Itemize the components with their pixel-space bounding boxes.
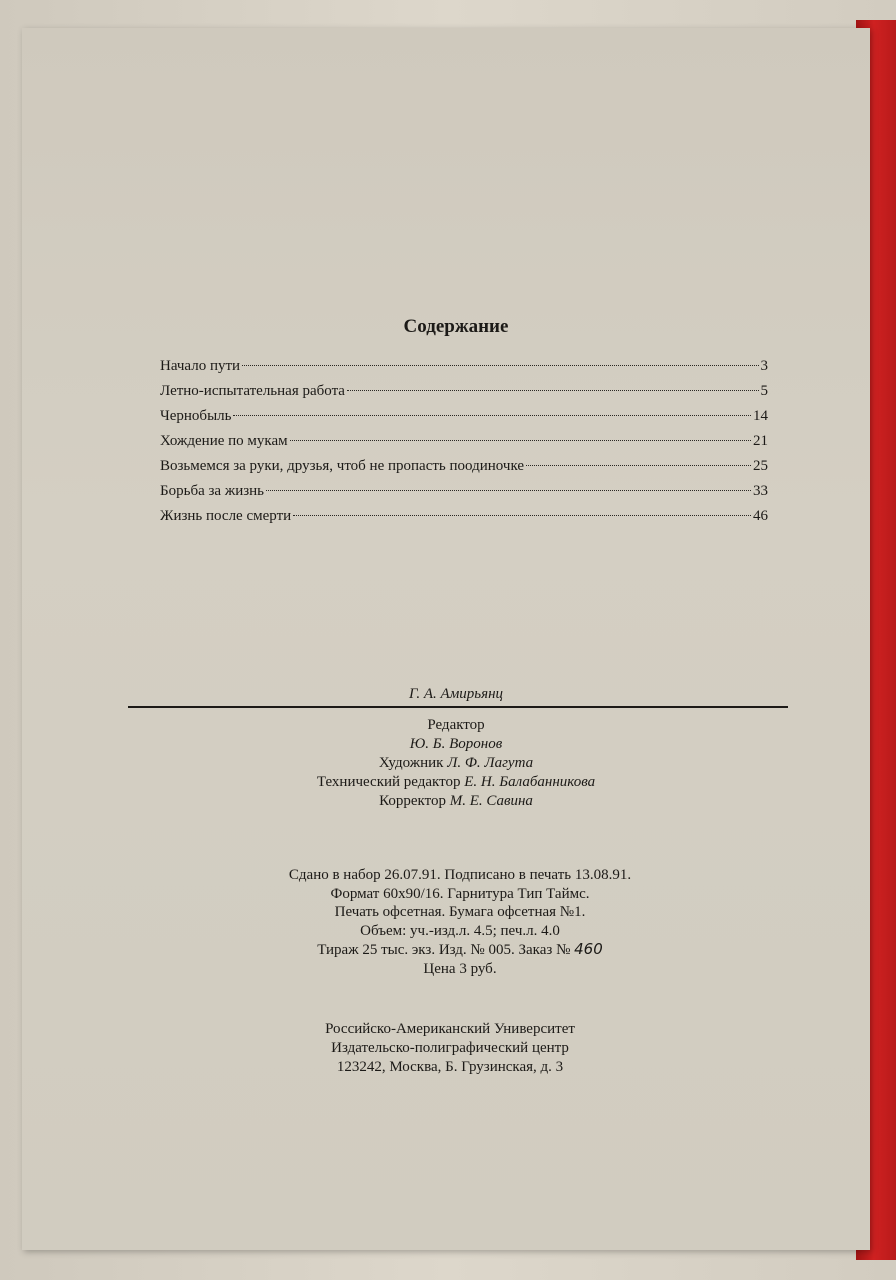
toc-entry-page: 25 bbox=[753, 458, 768, 474]
toc-entry bbox=[160, 383, 768, 408]
publisher-line: Российско-Американский Университет bbox=[325, 1021, 575, 1037]
imprint-order-line bbox=[0, 940, 896, 960]
tech-editor-line bbox=[0, 773, 896, 792]
tech-editor-label: Технический редактор bbox=[316, 774, 461, 790]
table-of-contents bbox=[160, 358, 768, 533]
toc-leader-dots bbox=[293, 515, 751, 516]
toc-entry bbox=[160, 508, 768, 533]
toc-entry-page: 3 bbox=[760, 358, 768, 374]
toc-heading: Содержание bbox=[403, 316, 509, 337]
proofreader-name: М. Е. Савина bbox=[449, 793, 533, 809]
toc-entry-page: 5 bbox=[760, 383, 768, 399]
artist-line bbox=[0, 754, 896, 773]
toc-entry bbox=[160, 458, 768, 483]
divider-rule bbox=[128, 706, 788, 708]
toc-entry-title: Возьмемся за руки, друзья, чтоб не пропасть поодиночке bbox=[160, 458, 525, 474]
toc-entry-title: Жизнь после смерти bbox=[160, 508, 292, 524]
toc-entry-page: 14 bbox=[753, 408, 768, 424]
editor-label: Редактор bbox=[427, 717, 485, 733]
artist-label: Художник bbox=[378, 755, 444, 771]
credits-block bbox=[0, 716, 896, 811]
proofreader-label: Корректор bbox=[379, 793, 446, 809]
toc-entry-title: Борьба за жизнь bbox=[160, 483, 265, 499]
publisher-block bbox=[0, 1020, 896, 1077]
toc-entry bbox=[160, 408, 768, 433]
toc-entry-title: Чернобыль bbox=[160, 408, 232, 424]
toc-leader-dots bbox=[290, 440, 751, 441]
author-name: Г. А. Амирьянц bbox=[408, 686, 504, 702]
toc-entry-title: Начало пути bbox=[160, 358, 241, 374]
handwritten-order-number: 460 bbox=[574, 940, 603, 958]
editor-name-line bbox=[0, 735, 896, 754]
toc-leader-dots bbox=[347, 390, 759, 391]
toc-entry bbox=[160, 358, 768, 383]
imprint-line: Формат 60x90/16. Гарнитура Тип Таймс. bbox=[330, 885, 590, 902]
toc-leader-dots bbox=[266, 490, 751, 491]
toc-entry bbox=[160, 433, 768, 458]
proofreader-line bbox=[0, 792, 896, 811]
toc-leader-dots bbox=[526, 465, 751, 466]
toc-leader-dots bbox=[242, 365, 758, 366]
imprint-line: Сдано в набор 26.07.91. Подписано в печать 13.08.91. bbox=[288, 867, 632, 883]
artist-name: Л. Ф. Лагута bbox=[447, 755, 534, 771]
tech-editor-name: Е. Н. Балабанникова bbox=[464, 774, 596, 790]
imprint-block bbox=[0, 866, 896, 978]
toc-entry-title: Летно-испытательная работа bbox=[160, 383, 345, 399]
imprint-line: Тираж 25 тыс. экз. Изд. № 005. Заказ № bbox=[317, 942, 571, 958]
publisher-line: Издательско-полиграфический центр bbox=[331, 1040, 569, 1056]
imprint-line: Объем: уч.-изд.л. 4.5; печ.л. 4.0 bbox=[360, 922, 560, 939]
toc-entry-title: Хождение по мукам bbox=[160, 433, 288, 449]
toc-entry-page: 21 bbox=[753, 433, 768, 449]
toc-entry-page: 46 bbox=[753, 508, 768, 524]
toc-entry bbox=[160, 483, 768, 508]
publisher-address: 123242, Москва, Б. Грузинская, д. 3 bbox=[336, 1059, 564, 1075]
editor-name: Ю. Б. Воронов bbox=[409, 736, 503, 752]
toc-leader-dots bbox=[233, 415, 751, 416]
toc-entry-page: 33 bbox=[753, 483, 768, 499]
imprint-line: Печать офсетная. Бумага офсетная №1. bbox=[334, 904, 586, 920]
imprint-price: Цена 3 руб. bbox=[423, 960, 497, 977]
